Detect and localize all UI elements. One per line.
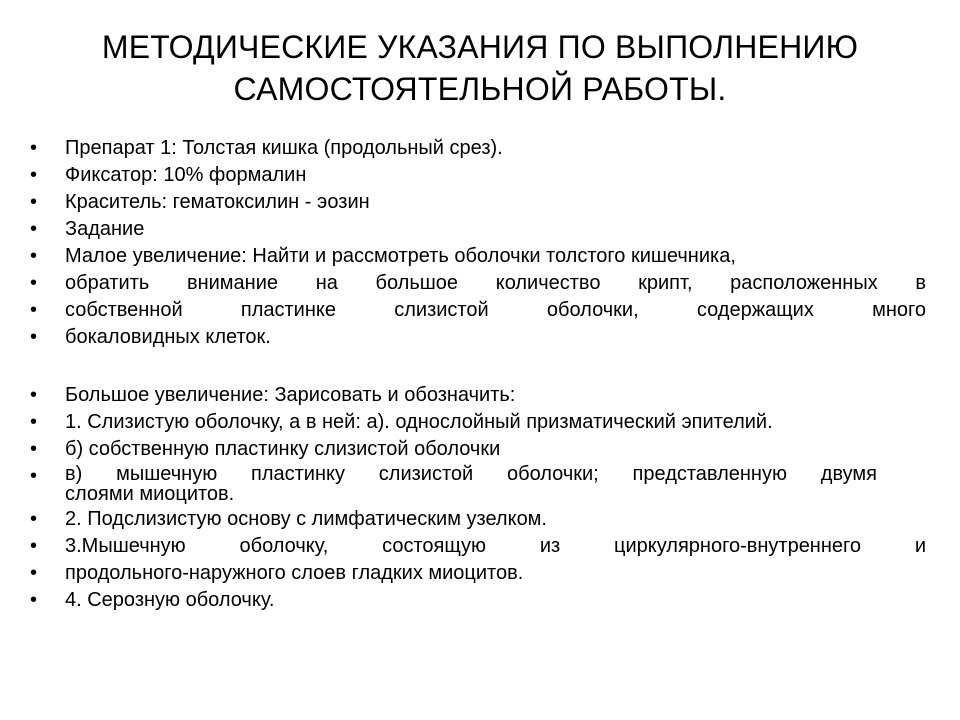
list-item-text: бокаловидных клеток. xyxy=(65,326,271,348)
bullet-list xyxy=(30,136,926,615)
bullet-icon: • xyxy=(30,245,38,267)
bullet-icon: • xyxy=(30,465,38,487)
list-item-text: б) собственную пластинку слизистой оболочки xyxy=(65,438,501,460)
list-item xyxy=(30,244,926,268)
list-item-text: продольного-наружного слоев гладких миоцитов. xyxy=(65,562,524,584)
bullet-icon: • xyxy=(30,589,38,611)
list-item xyxy=(30,190,926,214)
list-item-text: Фиксатор: 10% формалин xyxy=(65,164,307,186)
list-item-text: Препарат 1: Толстая кишка (продольный срез). xyxy=(65,137,503,159)
list-item-text-continued: слоями миоцитов. xyxy=(65,483,235,505)
bullet-icon: • xyxy=(30,137,38,159)
list-item-text: 3.Мышечную оболочку, состоящую из циркулярного-внутреннего и xyxy=(65,535,926,557)
list-item-text: Малое увеличение: Найти и рассмотреть оболочки толстого кишечника, xyxy=(65,245,736,267)
list-item xyxy=(30,271,926,295)
list-item-text: обратить внимание на большое количество крипт, расположенных в xyxy=(65,272,926,294)
bullet-icon: • xyxy=(30,218,38,240)
list-item xyxy=(30,217,926,241)
bullet-icon: • xyxy=(30,326,38,348)
list-item-text: в) мышечную пластинку слизистой оболочки; представленную двумя xyxy=(65,463,877,485)
list-item xyxy=(30,410,926,434)
list-item xyxy=(30,437,926,461)
list-item xyxy=(30,383,926,407)
bullet-icon: • xyxy=(30,411,38,433)
list-item-text: собственной пластинке слизистой оболочки, содержащих много xyxy=(65,299,926,321)
bullet-icon: • xyxy=(30,164,38,186)
bullet-icon: • xyxy=(30,191,38,213)
bullet-icon: • xyxy=(30,438,38,460)
section-spacer xyxy=(30,352,926,383)
list-item-text: 4. Серозную оболочку. xyxy=(65,589,275,611)
slide-title xyxy=(40,26,920,110)
list-item xyxy=(30,561,926,585)
list-item xyxy=(30,464,926,504)
list-item xyxy=(30,136,926,160)
bullet-icon: • xyxy=(30,535,38,557)
bullet-icon: • xyxy=(30,384,38,406)
list-item xyxy=(30,325,926,349)
bullet-icon: • xyxy=(30,299,38,321)
slide-title-line-2: САМОСТОЯТЕЛЬНОЙ РАБОТЫ. xyxy=(233,71,727,107)
list-item-text: Задание xyxy=(65,218,145,240)
bullet-icon: • xyxy=(30,508,38,530)
list-item xyxy=(30,163,926,187)
list-item-text: Большое увеличение: Зарисовать и обозначить: xyxy=(65,384,516,406)
list-item-text: 1. Слизистую оболочку, а в ней: а). однослойный призматический эпителий. xyxy=(65,411,773,433)
list-item xyxy=(30,588,926,612)
list-item xyxy=(30,507,926,531)
list-item xyxy=(30,298,926,322)
bullet-icon: • xyxy=(30,272,38,294)
list-item-text: 2. Подслизистую основу с лимфатическим узелком. xyxy=(65,508,547,530)
bullet-icon: • xyxy=(30,562,38,584)
list-item xyxy=(30,534,926,558)
slide-title-line-1: МЕТОДИЧЕСКИЕ УКАЗАНИЯ ПО ВЫПОЛНЕНИЮ xyxy=(101,29,859,65)
list-item-text: Краситель: гематоксилин - эозин xyxy=(65,191,370,213)
